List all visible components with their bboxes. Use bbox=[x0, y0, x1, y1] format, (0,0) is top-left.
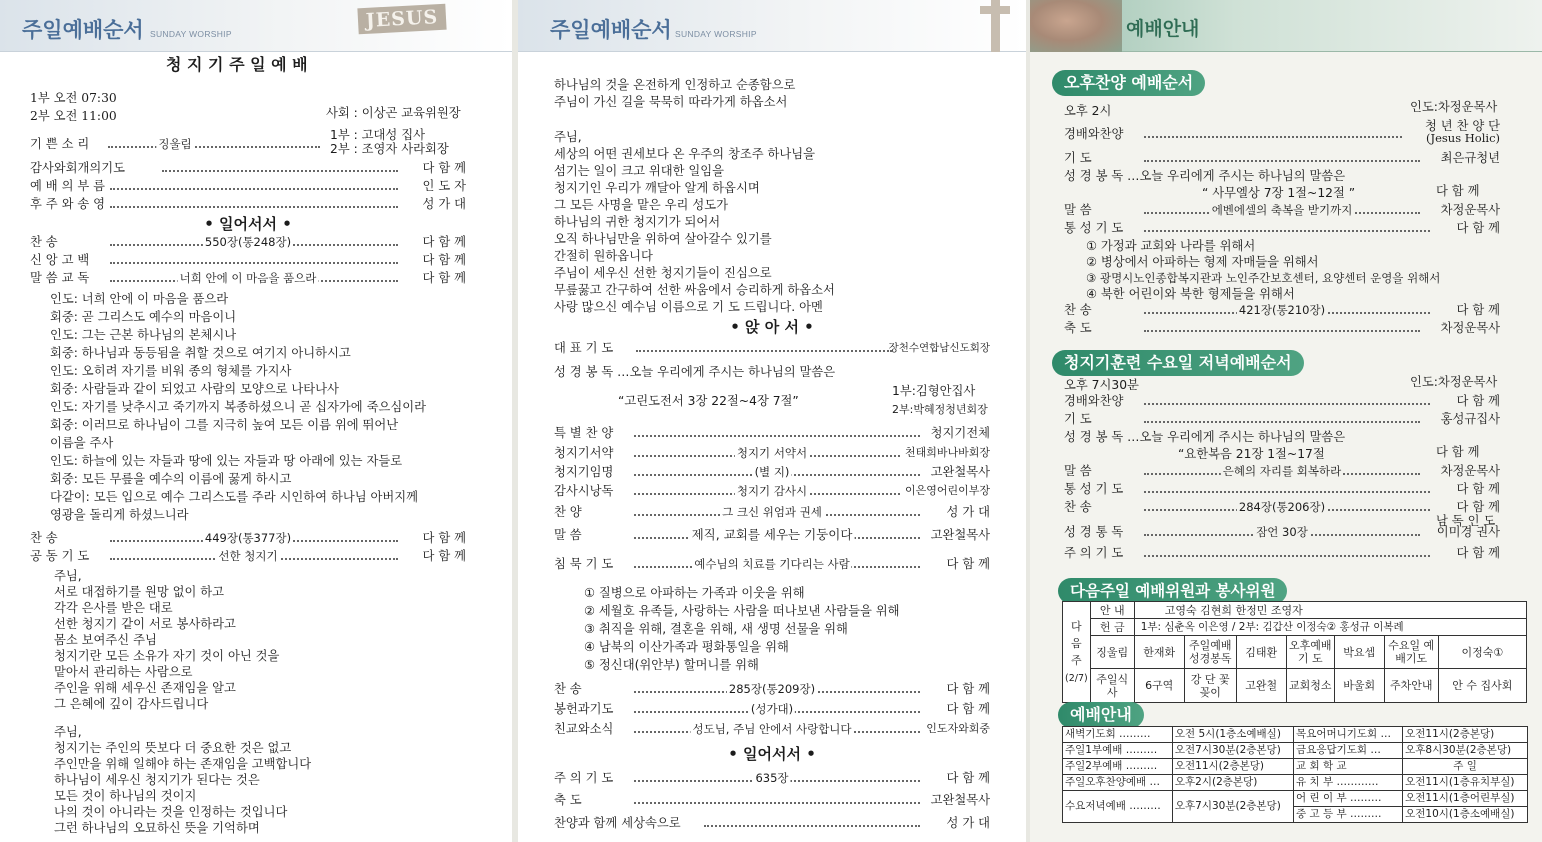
praying-hands-image bbox=[1030, 0, 1122, 52]
row-choir: 찬 양 그 크신 위엄과 권세 성 가 대 bbox=[554, 505, 990, 519]
verse: “요한복음 21장 1절~17절 bbox=[1178, 447, 1325, 461]
row-joint-prayer: 공 동 기 도 선한 청지기 다 함 께 bbox=[30, 549, 466, 563]
list-item: ④ 북한 어린이와 북한 형제들을 위해서 bbox=[1086, 287, 1295, 301]
table-cell: 바울회 bbox=[1334, 669, 1384, 703]
list-item: ② 병상에서 아파하는 형제 자매들을 위해서 bbox=[1086, 255, 1319, 269]
cross-image bbox=[980, 0, 1010, 52]
time-1: 1부 오전 07:30 bbox=[30, 91, 117, 105]
row-sermon: 말 씀 제직, 교회를 세우는 기둥이다 고완철목사 bbox=[554, 527, 990, 542]
prayer-line: 주님이 가신 길을 묵묵히 따라가게 하옵소서 bbox=[554, 95, 788, 109]
prayer-line: 하나님이 세우신 청지기가 된다는 것은 bbox=[54, 773, 260, 787]
section-heading: 청지기훈련 수요일 저녁예배순서 bbox=[1052, 350, 1304, 376]
list-item: ④ 남북의 이산가족과 평화통일을 위해 bbox=[584, 640, 789, 654]
table-cell: 오후7시30분(2층본당) bbox=[1172, 791, 1293, 823]
section-heading: 예배안내 bbox=[1058, 702, 1144, 728]
row-silent-prayer: 침 묵 기 도 예수님의 치료를 기다리는 사람 다 함 께 bbox=[554, 557, 990, 571]
row-hymn: 찬 송 421장(통210장) 다 함 께 bbox=[1064, 303, 1500, 317]
table-cell: 주일식사 bbox=[1090, 669, 1134, 703]
row-creed: 신 앙 고 백 다 함 께 bbox=[30, 253, 466, 267]
prayer-line: 청지기는 주인의 뜻보다 더 중요한 것은 없고 bbox=[54, 741, 292, 755]
row-hymn-2: 찬 송 449장(통377장) 다 함 께 bbox=[30, 531, 466, 545]
row-sending: 찬양과 함께 세상속으로 성 가 대 bbox=[554, 816, 990, 830]
bulletin-page-2 bbox=[518, 0, 1026, 842]
row-vow: 청지기서약 청지기 서약서 천태희바나바회장 bbox=[554, 446, 990, 460]
table-cell: 이정숙① bbox=[1438, 636, 1526, 669]
prayer-line: 주님, bbox=[554, 130, 582, 144]
prayer-line: 그 모든 사명을 맡은 우리 성도가 bbox=[554, 198, 728, 212]
header-title: 주일예배순서 bbox=[550, 18, 672, 42]
reading-line: 인도: 오히려 자기를 비워 종의 형체를 가지사 bbox=[50, 364, 292, 378]
time-2: 2부 오전 11:00 bbox=[30, 109, 117, 123]
header-subtitle: SUNDAY WORSHIP bbox=[675, 29, 757, 39]
reading-line: 이름을 주사 bbox=[50, 436, 114, 450]
row-bible-reading: 성 경 봉 독 …오늘 우리에게 주시는 하나님의 말씀은 bbox=[554, 365, 836, 379]
verse-reader: 다 함 께 bbox=[1436, 184, 1480, 198]
prayer-line: 하나님의 것을 온전하게 인정하고 순종함으로 bbox=[554, 78, 796, 92]
prayer-line: 그런 하나님의 오묘하신 뜻을 기억하며 bbox=[54, 821, 260, 835]
table-cell: 어 린 이 부 ……… bbox=[1294, 791, 1403, 807]
bulletin-page-1 bbox=[0, 0, 512, 842]
worship-team-name: (Jesus Holic) bbox=[1426, 131, 1501, 145]
wed-time: 오후 7시30분 bbox=[1064, 378, 1139, 392]
table-cell: 주일예배 성경봉독 bbox=[1184, 636, 1236, 669]
service-times-table bbox=[1062, 726, 1528, 823]
prayer-line: 세상의 어떤 권세보다 온 우주의 창조주 하나님을 bbox=[554, 147, 816, 161]
table-cell: 안 수 집사회 bbox=[1438, 669, 1526, 703]
row-prayer: 기 도 홍성규집사 bbox=[1064, 412, 1500, 426]
list-item: ③ 광명시노인종합복지관과 노인주간보호센터, 요양센터 운영을 위해서 bbox=[1086, 271, 1441, 285]
prayer-line: 주님, bbox=[54, 725, 82, 739]
page-header bbox=[518, 0, 1026, 52]
table-cell: 오후예배 기 도 bbox=[1286, 636, 1334, 669]
table-cell: 오후2시(2층본당) bbox=[1172, 775, 1293, 791]
row-lords-prayer: 주 의 기 도 다 함 께 bbox=[1064, 546, 1500, 560]
row-bible-reading: 성 경 봉 독 …오늘 우리에게 주시는 하나님의 말씀은 bbox=[1064, 169, 1346, 183]
list-item: ⑤ 정신대(위안부) 할머니를 위해 bbox=[584, 658, 759, 672]
reading-line: 인도: 하늘에 있는 자들과 땅에 있는 자들과 땅 아래에 있는 자들로 bbox=[50, 454, 403, 468]
row-call: 기 쁜 소 리 징울림 bbox=[30, 136, 320, 154]
table-cell: 오전10시(1층소예배실) bbox=[1403, 807, 1528, 823]
table-cell: 헌 금 bbox=[1090, 619, 1134, 636]
sit-heading: • 앉 아 서 • bbox=[730, 318, 814, 336]
reading-line: 회중: 모든 무릎을 예수의 이름에 꿇게 하시고 bbox=[50, 472, 292, 486]
prayer-line: 섬기는 일이 크고 위대한 일임을 bbox=[554, 164, 725, 178]
reading-line: 인도: 그는 근본 하나님의 본체시나 bbox=[50, 328, 237, 342]
section-heading: 오후찬양 예배순서 bbox=[1052, 70, 1205, 96]
table-cell: 주 일 bbox=[1403, 759, 1528, 775]
header-title: 예배안내 bbox=[1126, 18, 1200, 40]
table-cell: 수요일 예배기도 bbox=[1384, 636, 1438, 669]
reader-2: 2부:박혜정청년회장 bbox=[892, 403, 988, 416]
prayer-line: 그 은혜에 깊이 감사드립니다 bbox=[54, 697, 209, 711]
row-rep-prayer: 대 표 기 도 장천수연합남신도회장 bbox=[554, 341, 990, 355]
verse: “고린도전서 3장 22절~4장 7절” bbox=[618, 394, 799, 408]
call-2: 2부 : 조영자 사라회장 bbox=[330, 142, 449, 156]
table-cell: 주차안내 bbox=[1384, 669, 1438, 703]
row-bible-reading: 성 경 봉 독 …오늘 우리에게 주시는 하나님의 말씀은 bbox=[1064, 430, 1346, 444]
row-hymn: 찬 송 550장(통248장) 다 함 께 bbox=[30, 235, 466, 249]
page-header bbox=[0, 0, 512, 52]
prayer-line: 하나님의 귀한 청지기가 되어서 bbox=[554, 215, 721, 229]
prayer-line: 선한 청지기 같이 서로 봉사하라고 bbox=[54, 617, 236, 631]
table-cell: 오전11시(1층유치부실) bbox=[1403, 775, 1528, 791]
rise-heading: • 일어서서 • bbox=[204, 215, 292, 233]
prayer-line: 무릎꿇고 간구하여 선한 싸움에서 승리하게 하옵소서 bbox=[554, 283, 835, 297]
table-cell: 수요저녁예배 ……… bbox=[1063, 791, 1173, 823]
header-title: 주일예배순서 bbox=[22, 18, 144, 42]
afternoon-time: 오후 2시 bbox=[1064, 104, 1112, 118]
prayer-line: 모든 것이 하나님의 것이지 bbox=[54, 789, 197, 803]
table-cell: 박요셉 bbox=[1334, 636, 1384, 669]
prayer-line: 청지기인 우리가 깨달아 알게 하옵시며 bbox=[554, 181, 760, 195]
row-sermon: 말 씀 은혜의 자리를 회복하라 차정운목사 bbox=[1064, 464, 1500, 478]
table-cell: 주일1부예배 ……… bbox=[1063, 743, 1173, 759]
table-cell: 고완철 bbox=[1236, 669, 1286, 703]
table-cell: 김태환 bbox=[1236, 636, 1286, 669]
list-item: ① 질병으로 아파하는 가족과 이웃을 위해 bbox=[584, 586, 805, 600]
row-benediction: 축 도 고완철목사 bbox=[554, 793, 990, 807]
table-cell: 교 회 학 교 bbox=[1294, 759, 1403, 775]
prayer-line: 맡아서 관리하는 사람으로 bbox=[54, 665, 193, 679]
row-benediction: 축 도 차정운목사 bbox=[1064, 321, 1500, 335]
row-group-prayer: 통 성 기 도 다 함 께 bbox=[1064, 482, 1500, 496]
table-cell: 유 치 부 ………… bbox=[1294, 775, 1403, 791]
prayer-line: 사랑 많으신 예수님 이름으로 기 도 드립니다. 아멘 bbox=[554, 300, 823, 314]
prayer-line: 주님이 세우신 선한 청지기들이 진심으로 bbox=[554, 266, 772, 280]
row-appoint: 청지기임명 (별 지) 고완철목사 bbox=[554, 465, 990, 479]
table-cell: 금요응답기도회 … bbox=[1294, 743, 1403, 759]
row-special: 특 별 찬 양 청지기전체 bbox=[554, 426, 990, 440]
row-prayer: 기 도 최은규청년 bbox=[1064, 151, 1500, 165]
table-cell: 오전11시(2층본당) bbox=[1403, 727, 1528, 743]
verse-reader: 다 함 께 bbox=[1436, 445, 1480, 459]
row-worship: 경배와찬양 다 함 께 bbox=[1064, 394, 1500, 408]
list-item: ③ 취직을 위해, 결혼을 위해, 새 생명 선물을 위해 bbox=[584, 622, 848, 636]
row-bible-read-through: 성 경 통 독 잠언 30장 이미경 권사 bbox=[1064, 525, 1500, 539]
row-lords-prayer: 주 의 기 도 635장 다 함 께 bbox=[554, 771, 990, 785]
list-item: ① 가정과 교회와 나라를 위해서 bbox=[1086, 239, 1256, 253]
prayer-line: 몸소 보여주신 주님 bbox=[54, 633, 157, 647]
row-sermon: 말 씀 에벤에셀의 축복을 받기까지 차정운목사 bbox=[1064, 203, 1500, 217]
table-cell: 오전7시30분(2층본당) bbox=[1172, 743, 1293, 759]
table-cell: 새벽기도회 ……… bbox=[1063, 727, 1173, 743]
prayer-line: 청지기란 모든 소유가 자기 것이 아닌 것을 bbox=[54, 649, 280, 663]
prayer-line: 서로 대접하기를 원망 없이 하고 bbox=[54, 585, 225, 599]
wed-leader: 인도:차정운목사 bbox=[1410, 375, 1498, 389]
next-week-volunteers-table bbox=[1062, 601, 1527, 703]
reading-line: 회중: 하나님과 동등됨을 취할 것으로 여기지 아니하시고 bbox=[50, 346, 351, 360]
call-1: 1부 : 고대성 집사 bbox=[330, 128, 425, 142]
section-heading: 다음주일 예배위원과 봉사위원 bbox=[1058, 578, 1287, 604]
table-cell: 징울림 bbox=[1090, 636, 1134, 669]
row-hymn: 찬 송 284장(통206장) 다 함 께 bbox=[1064, 500, 1500, 514]
jesus-banner-image: JESUS bbox=[357, 4, 446, 35]
row-worship: 경배와찬양 청 년 찬 양 단 bbox=[1064, 119, 1500, 141]
row-calling: 예 배 의 부 름 인 도 자 bbox=[30, 179, 466, 193]
table-cell: 6구역 bbox=[1134, 669, 1184, 703]
table-cell: 중 고 등 부 ……… bbox=[1294, 807, 1403, 823]
list-item: ② 세월호 유족들, 사랑하는 사람을 떠나보낸 사람들을 위해 bbox=[584, 604, 900, 618]
row-prayer: 감사와회개의기도 다 함 께 bbox=[30, 161, 466, 175]
verse: “ 사무엘상 7장 1절~12절 ” bbox=[1202, 186, 1356, 200]
table-cell: 1부: 심춘옥 이은영 / 2부: 김갑산 이정숙② 홍성규 이복례 bbox=[1134, 619, 1526, 636]
reading-line: 회중: 곧 그리스도 예수의 마음이니 bbox=[50, 310, 237, 324]
table-cell: 안 내 bbox=[1090, 602, 1134, 619]
reading-line: 다같이: 모든 입으로 예수 그리스도를 주라 시인하여 하나님 아버지께 bbox=[50, 490, 419, 504]
reading-line: 인도: 자기를 낮추시고 죽기까지 복종하셨으니 곧 십자가에 죽으심이라 bbox=[50, 400, 426, 414]
table-cell: 다 음 주 (2/7) bbox=[1063, 602, 1091, 703]
reading-line: 회중: 이러므로 하나님이 그를 지극히 높여 모든 이름 위에 뛰어난 bbox=[50, 418, 399, 432]
service-title: 청 지 기 주 일 예 배 bbox=[166, 55, 308, 74]
row-fellowship: 친교와소식 성도님, 주님 안에서 사랑합니다 인도자와회중 bbox=[554, 722, 990, 736]
reading-line: 회중: 사람들과 같이 되었고 사람의 모양으로 나타나사 bbox=[50, 382, 339, 396]
rise-heading: • 일어서서 • bbox=[728, 745, 816, 763]
table-cell: 목요어머니기도회 … bbox=[1294, 727, 1403, 743]
table-cell: 오전11시(2층본당) bbox=[1172, 759, 1293, 775]
row-group-prayer: 통 성 기 도 다 함 께 bbox=[1064, 221, 1500, 235]
host: 사회 : 이상곤 교육위원장 bbox=[326, 106, 461, 120]
prayer-line: 각각 은사를 받은 대로 bbox=[54, 601, 173, 615]
bulletin-page-3 bbox=[1030, 0, 1542, 842]
table-cell: 고영숙 김현희 한정민 조영자 bbox=[1134, 602, 1526, 619]
row-greet: 후 주 와 송 영 성 가 대 bbox=[30, 197, 466, 211]
row-hymn: 찬 송 285장(통209장) 다 함 께 bbox=[554, 682, 990, 696]
table-cell: 오전 5시(1층소예배실) bbox=[1172, 727, 1293, 743]
reader-label: 남 독 인 도 bbox=[1436, 514, 1496, 528]
reader-1: 1부:김형안집사 bbox=[892, 384, 976, 398]
page-header bbox=[1030, 0, 1542, 52]
afternoon-leader: 인도:차정운목사 bbox=[1410, 100, 1498, 114]
table-cell: 교회청소 bbox=[1286, 669, 1334, 703]
table-cell: 주일2부예배 ……… bbox=[1063, 759, 1173, 775]
table-cell: 한재화 bbox=[1134, 636, 1184, 669]
table-cell: 주일오후찬양예배 … bbox=[1063, 775, 1173, 791]
header-subtitle: SUNDAY WORSHIP bbox=[150, 29, 232, 39]
reading-line: 영광을 돌리게 하셨느니라 bbox=[50, 508, 189, 522]
prayer-line: 간절히 원하옵니다 bbox=[554, 249, 653, 263]
row-thanks-poem: 감사시낭독 청지기 감사시 이은영어린이부장 bbox=[554, 484, 990, 498]
row-offering: 봉헌과기도 (성가대) 다 함 께 bbox=[554, 702, 990, 716]
prayer-line: 주인을 위해 세우신 존재임을 알고 bbox=[54, 681, 236, 695]
table-cell: 오전11시(1층어린부실) bbox=[1403, 791, 1528, 807]
table-cell: 오후8시30분(2층본당) bbox=[1403, 743, 1528, 759]
prayer-line: 오직 하나님만을 위하여 살아갈수 있기를 bbox=[554, 232, 772, 246]
prayer-line: 주님, bbox=[54, 569, 82, 583]
prayer-line: 주인만을 위해 일해야 하는 존재임을 고백합니다 bbox=[54, 757, 312, 771]
table-cell: 강 단 꽃꽂이 bbox=[1184, 669, 1236, 703]
prayer-line: 나의 것이 아니라는 것을 인정하는 것입니다 bbox=[54, 805, 288, 819]
row-responsive: 말 씀 교 독 너희 안에 이 마음을 품으라 다 함 께 bbox=[30, 271, 466, 285]
reading-line: 인도: 너희 안에 이 마음을 품으라 bbox=[50, 292, 229, 306]
